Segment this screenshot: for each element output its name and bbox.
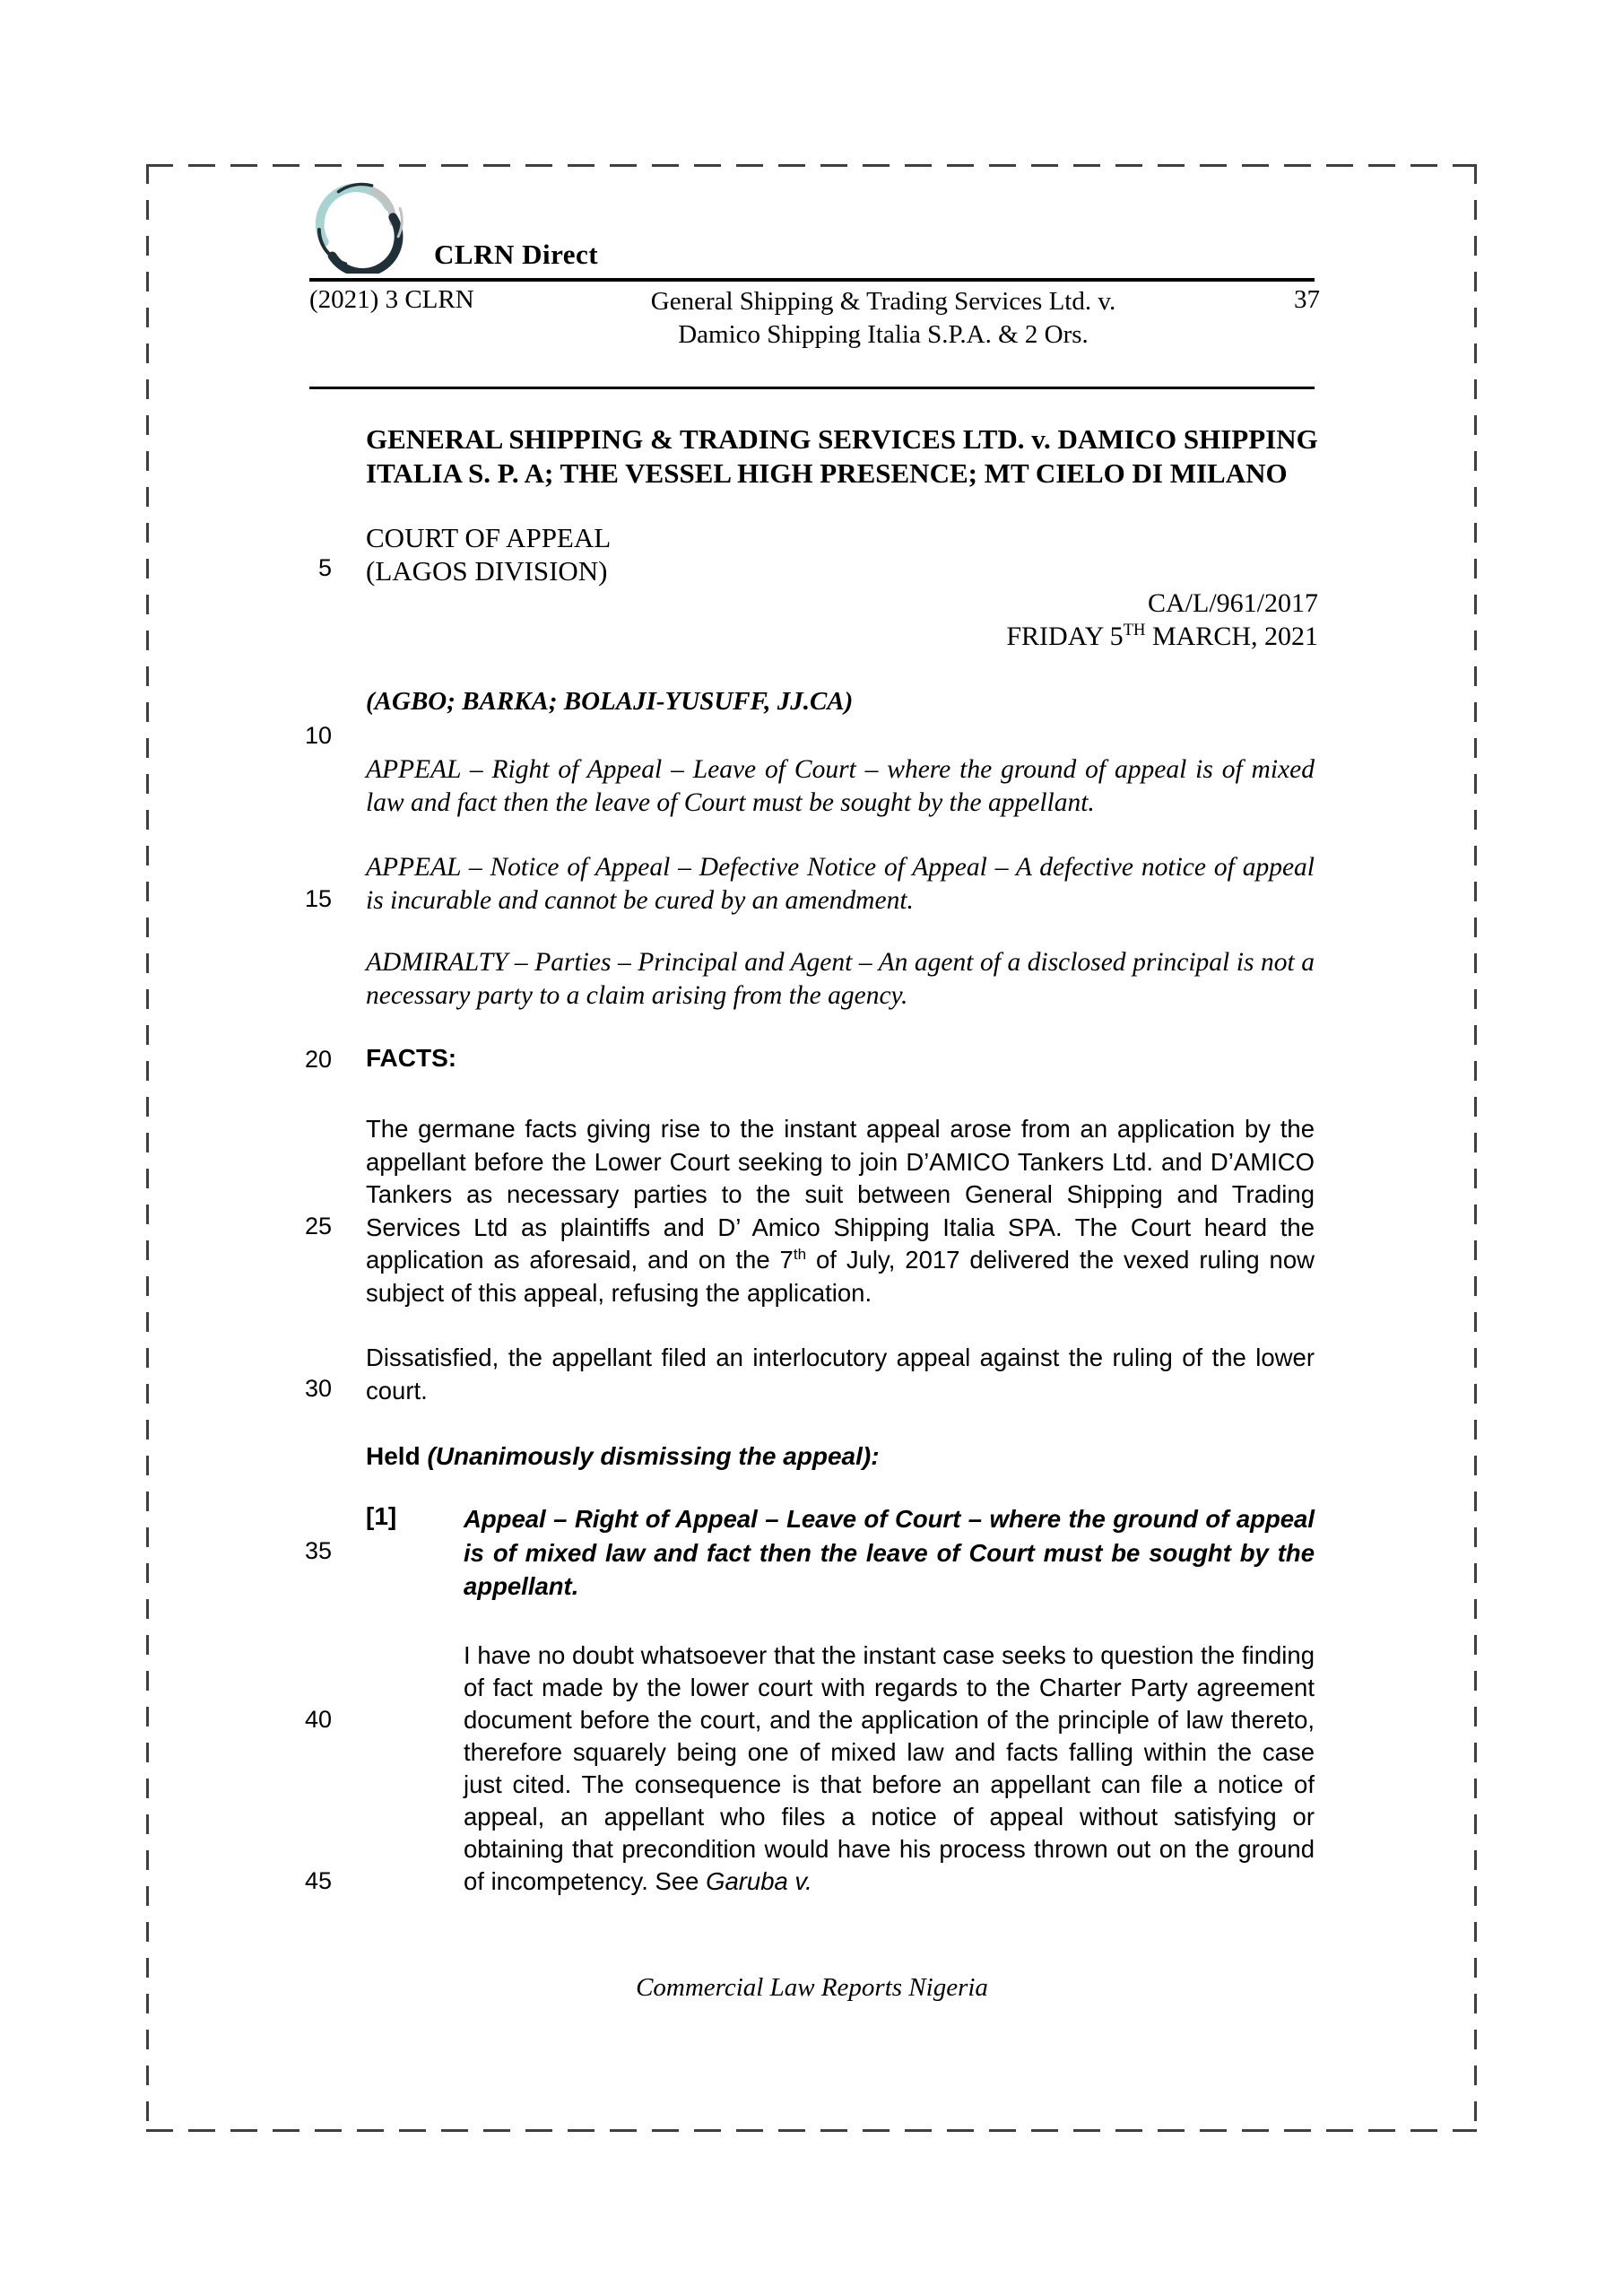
facts-text-after: of July, 2017 delivered the vexed ruling now subject of this appeal, refusing the application. <box>366 1246 1315 1307</box>
court-block <box>366 521 611 587</box>
case-citation: Garuba v. <box>706 1867 812 1895</box>
court-division: (LAGOS DIVISION) <box>366 555 608 587</box>
headnote-appeal-leave: APPEAL – Right of Appeal – Leave of Court – where the ground of appeal is of mixed law and fact then the leave of Court must be sought by the appellant. <box>366 755 1315 817</box>
case-title-line1: GENERAL SHIPPING & TRADING SERVICES LTD. v. DAMICO SHIPPING <box>366 423 1318 455</box>
held-label: Held <box>366 1442 428 1470</box>
clrn-logo-icon <box>307 182 412 274</box>
case-title-line2: ITALIA S. P. A; THE VESSEL HIGH PRESENCE; MT CIELO DI MILANO <box>366 457 1288 489</box>
coram-judges: (AGBO; BARKA; BOLAJI-YUSUFF, JJ.CA) <box>366 687 854 716</box>
facts-text-before: The germane facts giving rise to the instant appeal arose from an application by the appellant before the Lower Court seeking to join D’AMICO Tankers Ltd. and D’AMICO Tankers as necessary parties to the suit between General Shipping and Trading Services Ltd as plaintiffs and D’ Amico Shipping Italia SPA. The Court heard the application as aforesaid, and on the 7 <box>366 1115 1315 1274</box>
judgment-date <box>366 620 1318 653</box>
line-number-25: 25 <box>304 1213 332 1239</box>
line-number-30: 30 <box>304 1375 332 1402</box>
date-ordinal: TH <box>1123 621 1146 639</box>
date-day: FRIDAY 5 <box>1006 622 1124 651</box>
suit-number: CA/L/961/2017 <box>1147 588 1318 618</box>
line-number-15: 15 <box>304 885 332 912</box>
court-name: COURT OF APPEAL <box>366 522 612 553</box>
line-number-45: 45 <box>304 1867 332 1894</box>
line-number-20: 20 <box>304 1046 332 1073</box>
facts-paragraph <box>366 1113 1315 1309</box>
line-number-40: 40 <box>304 1706 332 1733</box>
line-number-5: 5 <box>317 554 332 581</box>
header-rule-bottom <box>309 387 1315 389</box>
holding-text: Appeal – Right of Appeal – Leave of Court – where the ground of appeal is of mixed law and fact then the leave of Court must be sought by the appellant. <box>464 1505 1315 1600</box>
running-head-line1: General Shipping & Trading Services Ltd. v. <box>650 287 1116 316</box>
footer-publication-name: Commercial Law Reports Nigeria <box>636 1973 988 2002</box>
brand-title: CLRN Direct <box>434 239 599 270</box>
facts-paragraph-2: Dissatisfied, the appellant filed an interlocutory appeal against the ruling of the lower court. <box>366 1344 1315 1405</box>
suit-details <box>366 587 1318 653</box>
held-line <box>366 1442 880 1471</box>
facts-ordinal-sup: th <box>793 1245 807 1263</box>
page-border-left <box>146 164 149 2132</box>
header-rule-top <box>309 278 1315 282</box>
page-border-bottom <box>146 2129 1477 2132</box>
report-citation: (2021) 3 CLRN <box>309 285 474 314</box>
line-number-35: 35 <box>304 1537 332 1564</box>
holding-number: [1] <box>366 1502 397 1530</box>
case-title <box>366 422 1318 491</box>
facts-heading: FACTS: <box>366 1044 457 1072</box>
page-border-right <box>1474 164 1477 2132</box>
headnote-defective-notice: APPEAL – Notice of Appeal – Defective Notice of Appeal – A defective notice of appeal is incurable and cannot be cured by an amendment. <box>366 853 1315 915</box>
page-border-top <box>146 164 1477 167</box>
running-head-line2: Damico Shipping Italia S.P.A. & 2 Ors. <box>678 320 1089 349</box>
line-number-10: 10 <box>304 722 332 749</box>
date-month-year: MARCH, 2021 <box>1145 622 1318 651</box>
running-head-case-name <box>538 285 1228 352</box>
page-number: 37 <box>1294 285 1320 314</box>
judgment-text: I have no doubt whatsoever that the instant case seeks to question the finding of fact made by the lower court with regards to the Charter Party agreement document before the court, and the application of the principle of law thereto, therefore squarely being one of mixed law and facts falling within the case just cited. The consequence is that before an appellant can file a notice of appeal, an appellant who files a notice of appeal without satisfying or obtaining that precondition would have his process thrown out on the ground of incompetency. See <box>464 1641 1315 1895</box>
judgment-paragraph <box>464 1639 1315 1898</box>
headnote-admiralty-parties: ADMIRALTY – Parties – Principal and Agent – An agent of a disclosed principal is not a necessary party to a claim arising from the agency. <box>366 948 1315 1010</box>
held-disposition: (Unanimously dismissing the appeal): <box>427 1442 880 1470</box>
